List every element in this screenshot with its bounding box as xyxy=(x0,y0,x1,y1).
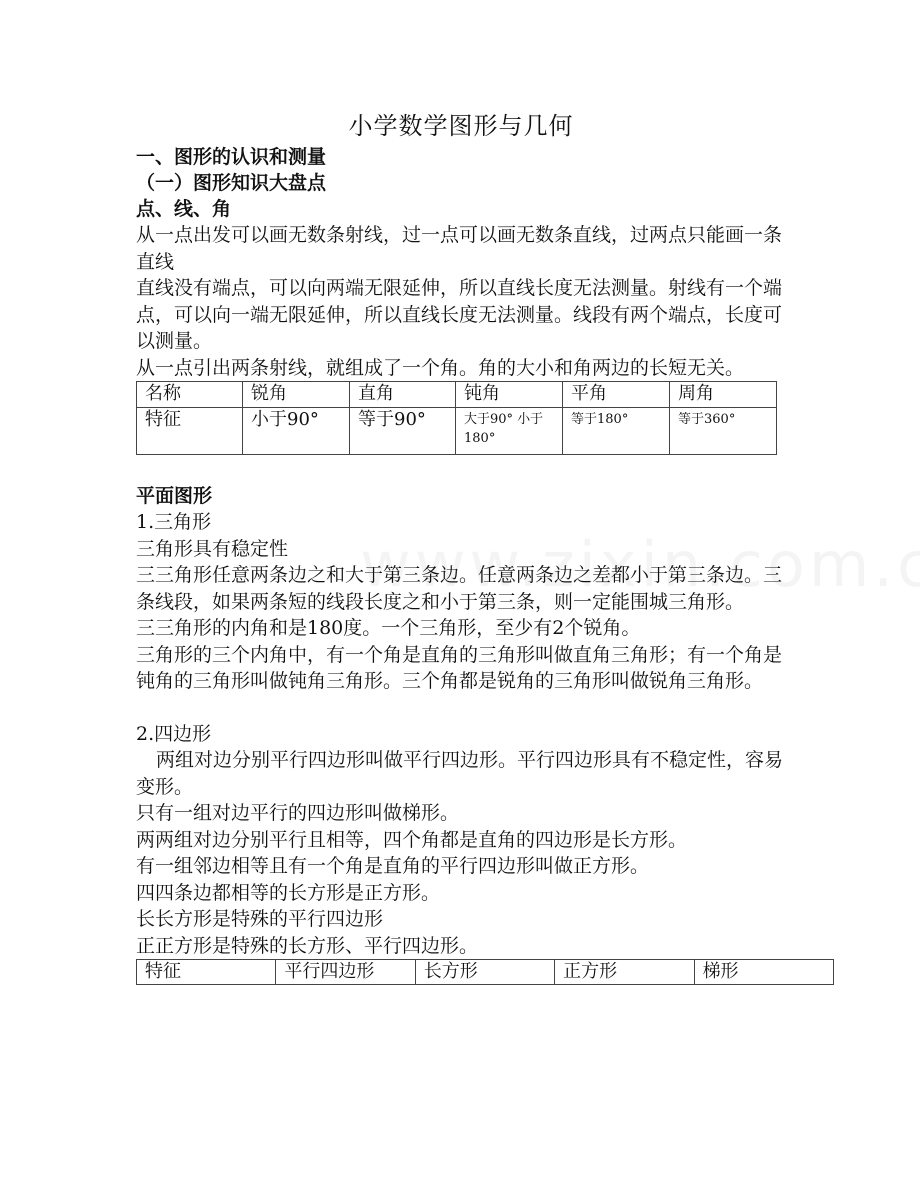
angle-table xyxy=(136,381,777,455)
table-cell: 直角 xyxy=(350,382,456,408)
table-cell: 周角 xyxy=(670,382,777,408)
table-cell: 等于180° xyxy=(563,408,670,455)
table-cell: 等于360° xyxy=(670,408,777,455)
table-cell: 平行四边形 xyxy=(276,960,415,985)
paragraph-square-special: 正正方形是特殊的长方形、平行四边形。 xyxy=(136,934,479,957)
table-cell: 特征 xyxy=(137,960,276,985)
paragraph-trapezoid: 只有一组对边平行的四边形叫做梯形。 xyxy=(136,802,460,824)
paragraph-square-rectangle: 四四条边都相等的长方形是正方形。 xyxy=(136,881,441,904)
paragraph-rays-lines: 从一点出发可以画无数条射线，过一点可以画无数条直线，过两点只能画一条直线 xyxy=(136,224,783,273)
paragraph-square: 有一组邻边相等且有一个角是直角的平行四边形叫做正方形。 xyxy=(136,855,650,877)
spacer xyxy=(136,695,786,721)
angle-table-header-row xyxy=(137,382,777,408)
paragraph-parallelogram: 两组对边分别平行四边形叫做平行四边形。平行四边形具有不稳定性，容易变形。 xyxy=(136,749,784,798)
spacer xyxy=(136,455,786,481)
quadrilateral-table-header-row xyxy=(137,960,834,985)
heading-subsection: （一）图形知识大盘点 xyxy=(136,172,327,194)
paragraph-triangle-stability: 三角形具有稳定性 xyxy=(136,537,289,560)
document-title: 小学数学图形与几何 xyxy=(348,112,574,140)
table-cell: 名称 xyxy=(137,382,243,408)
table-cell: 等于90° xyxy=(350,408,456,455)
table-cell: 特征 xyxy=(137,408,243,455)
label-triangle: 1.三角形 xyxy=(136,511,212,533)
table-cell: 小于90° xyxy=(243,408,350,455)
table-cell: 正方形 xyxy=(555,960,694,985)
table-cell: 钝角 xyxy=(456,382,563,408)
heading-points-lines-angles: 点、线、角 xyxy=(136,198,232,220)
heading-plane-figures: 平面图形 xyxy=(136,485,213,507)
quadrilateral-table xyxy=(136,959,834,985)
table-cell: 梯形 xyxy=(694,960,833,985)
paragraph-rectangle: 两两组对边分别平行且相等，四个角都是直角的四边形是长方形。 xyxy=(136,828,688,851)
angle-table-feature-row xyxy=(137,408,777,455)
table-cell: 平角 xyxy=(563,382,670,408)
table-cell: 长方形 xyxy=(415,960,554,985)
paragraph-rectangle-special: 长长方形是特殊的平行四边形 xyxy=(136,908,384,930)
label-quadrilateral: 2.四边形 xyxy=(136,722,212,745)
table-cell: 锐角 xyxy=(243,382,350,408)
table-cell: 大于90° 小于180° xyxy=(456,408,563,455)
paragraph-triangle-sides: 三三角形任意两条边之和大于第三条边。任意两条边之差都小于第三条边。三条线段，如果两条短的线段长度之和小于第三条，则一定能围城三角形。 xyxy=(136,564,783,613)
paragraph-triangle-angle-sum: 三三角形的内角和是180度。一个三角形，至少有2个锐角。 xyxy=(136,617,641,639)
paragraph-angle-definition: 从一点引出两条射线，就组成了一个角。角的大小和角两边的长短无关。 xyxy=(136,356,745,379)
document-page xyxy=(136,108,786,985)
paragraph-triangle-types: 三角形的三个内角中，有一个角是直角的三角形叫做直角三角形；有一个角是钝角的三角形叫做钝角三角形。三个角都是锐角的三角形叫做锐角三角形。 xyxy=(136,643,783,692)
paragraph-line-endpoints: 直线没有端点，可以向两端无限延伸，所以直线长度无法测量。射线有一个端点，可以向一端无限延伸，所以直线长度无法测量。线段有两个端点，长度可以测量。 xyxy=(136,277,783,352)
heading-section-1: 一、图形的认识和测量 xyxy=(136,146,327,168)
